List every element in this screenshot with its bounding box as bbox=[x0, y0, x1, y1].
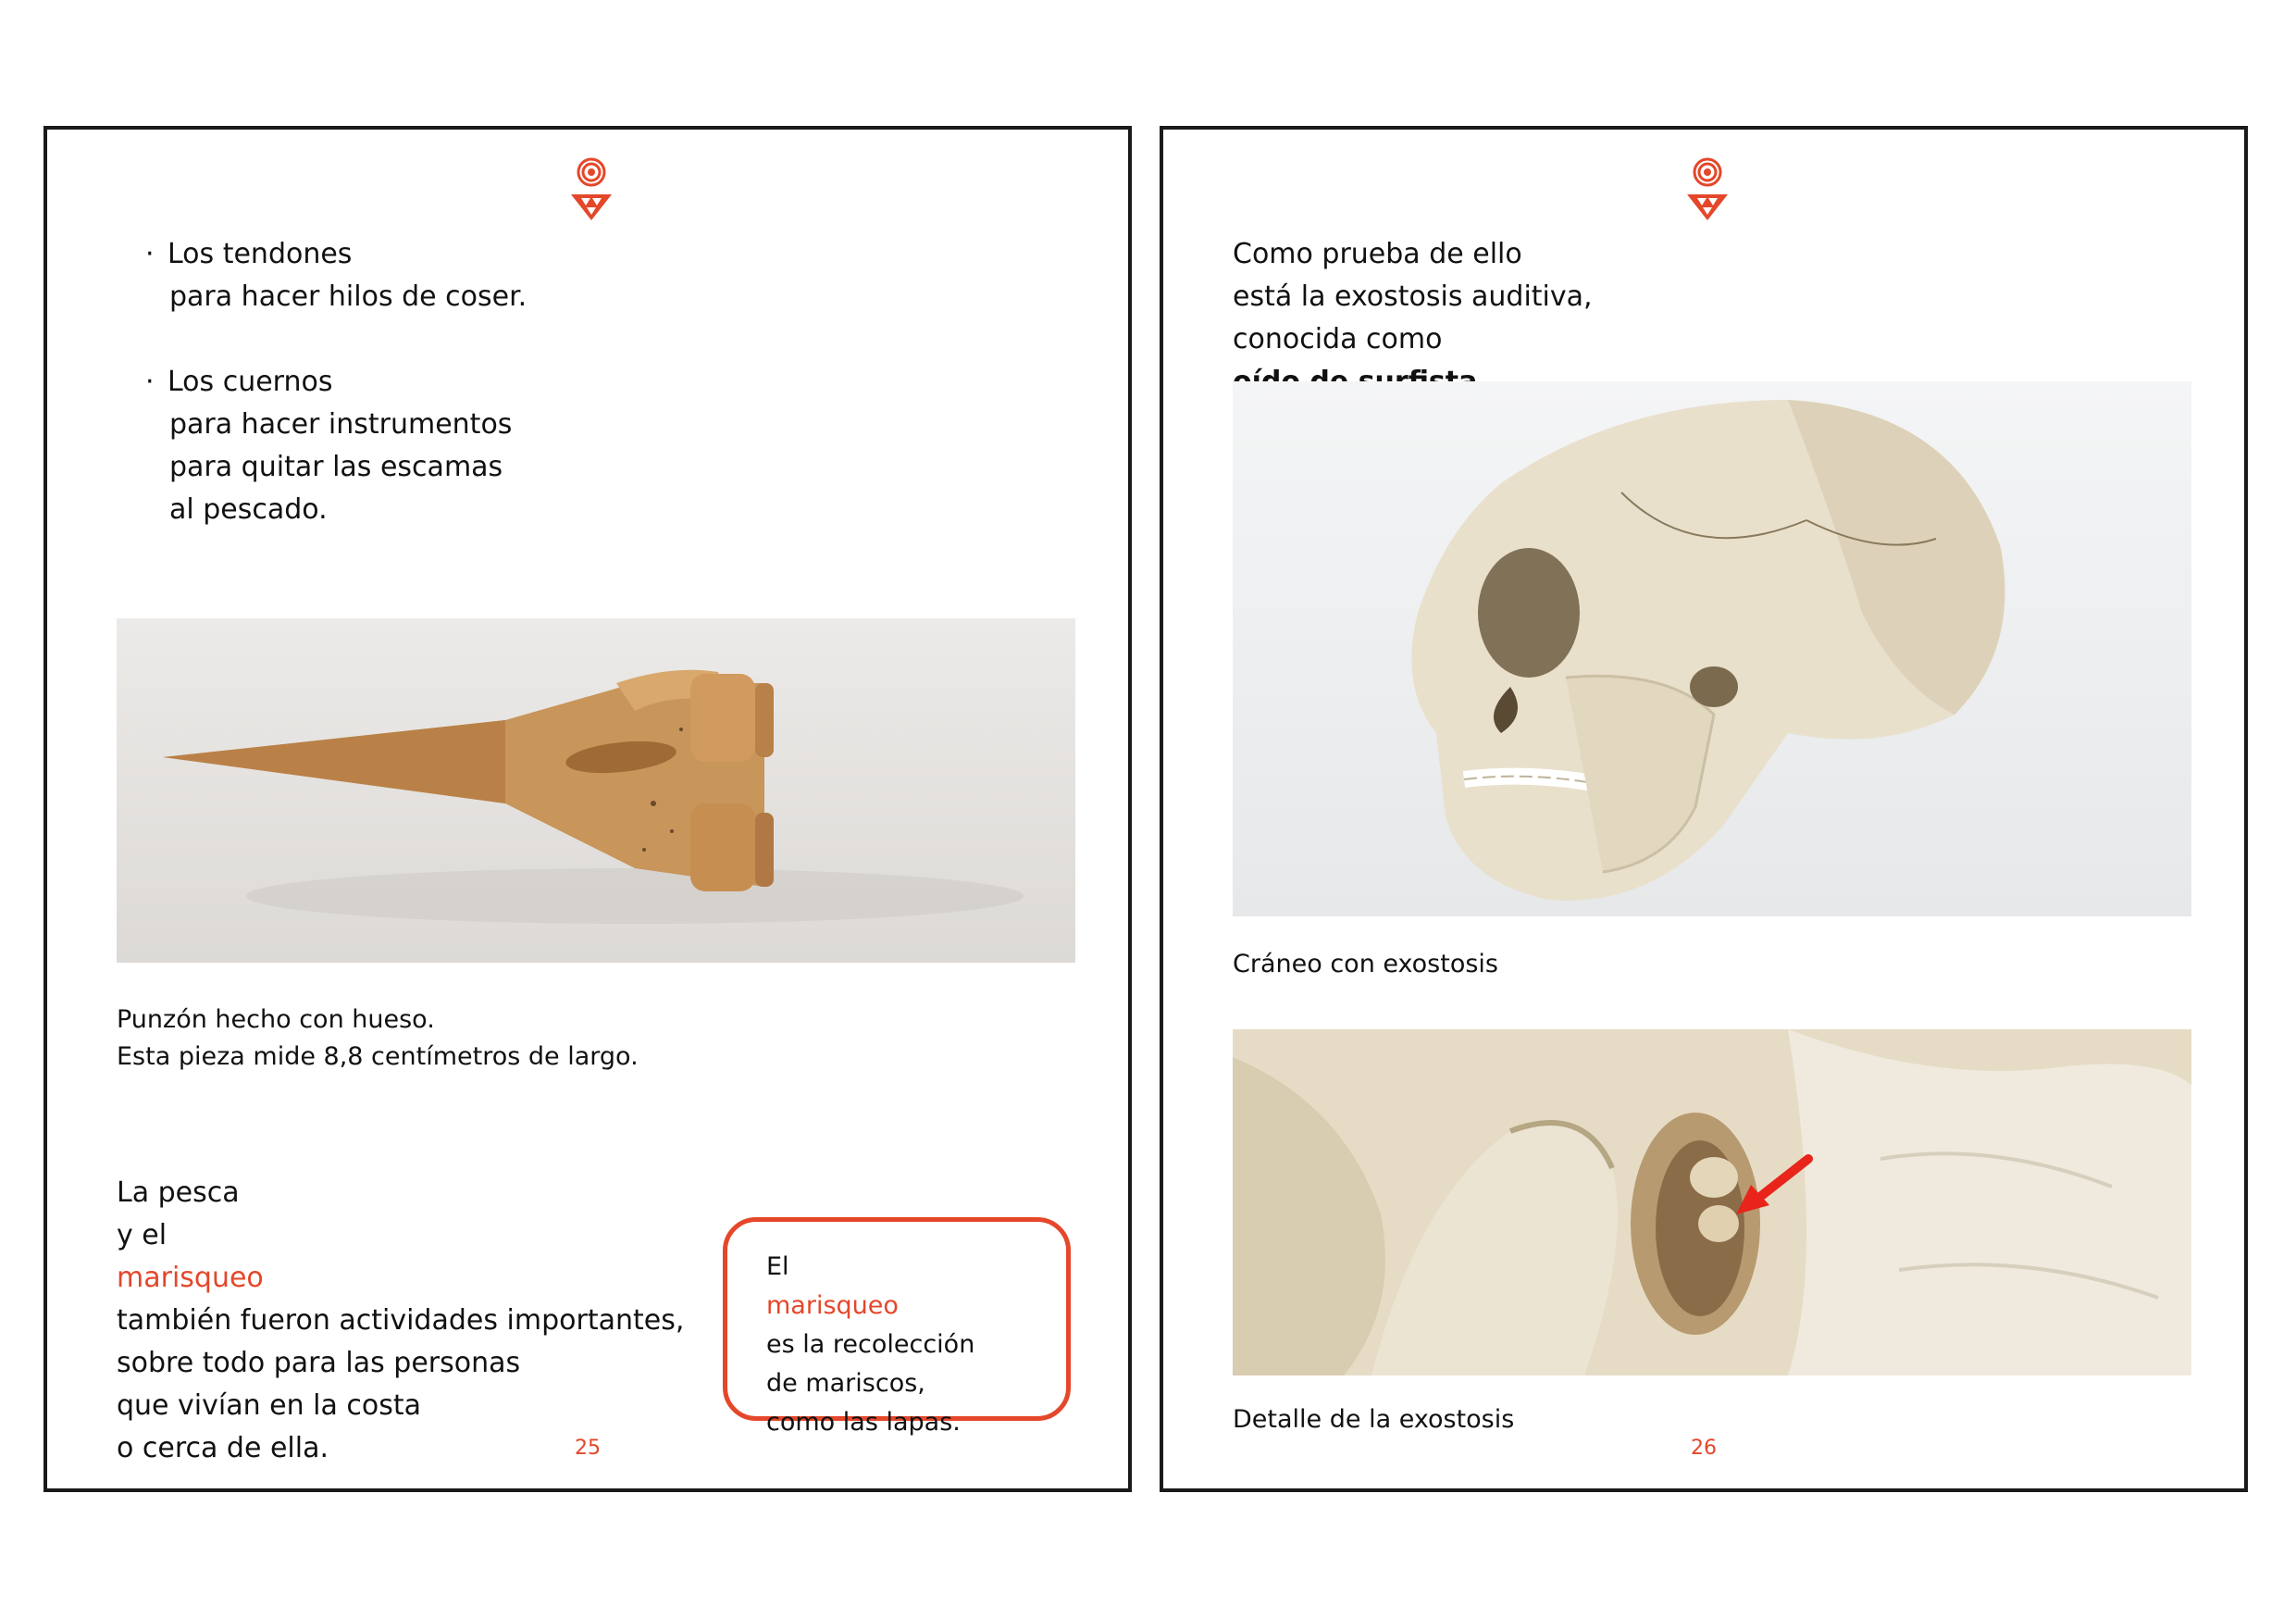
list-item-line: para hacer instrumentos bbox=[169, 408, 513, 441]
callout-line: es la recolección bbox=[766, 1330, 975, 1359]
bullet-dot: · bbox=[145, 238, 155, 270]
paragraph-text: conocida como bbox=[1233, 323, 1443, 355]
skull-side-view-photo bbox=[1233, 381, 2191, 916]
callout-line: de mariscos, bbox=[766, 1369, 925, 1398]
highlighted-term: marisqueo bbox=[766, 1291, 899, 1320]
paragraph-line: está la exostosis auditiva, bbox=[1233, 280, 1593, 313]
list-item-line: al pescado. bbox=[169, 493, 328, 526]
list-item-line: Los cuernos bbox=[168, 366, 333, 398]
paragraph-line: Como prueba de ello bbox=[1233, 238, 1522, 270]
page-number: 26 bbox=[1691, 1437, 1717, 1460]
photo-caption: Detalle de la exostosis bbox=[1233, 1405, 1515, 1434]
ear-canal-exostosis-closeup-photo bbox=[1233, 1029, 2191, 1375]
page-number: 25 bbox=[575, 1437, 601, 1460]
caption-line: Esta pieza mide 8,8 centímetros de largo. bbox=[117, 1042, 639, 1071]
spiral-triangle-emblem-icon bbox=[567, 157, 615, 224]
caption-line: Punzón hecho con hueso. bbox=[117, 1005, 435, 1034]
list-item bbox=[145, 233, 527, 318]
list-item-line: Los tendones bbox=[168, 238, 353, 270]
bullet-dot: · bbox=[145, 366, 155, 398]
paragraph-line: o cerca de ella. bbox=[117, 1432, 329, 1464]
photo-caption bbox=[117, 1002, 639, 1076]
callout-line: como las lapas. bbox=[766, 1408, 961, 1437]
highlighted-term: marisqueo bbox=[117, 1262, 264, 1294]
list-item-line: para quitar las escamas bbox=[169, 451, 503, 483]
page-right bbox=[1160, 126, 2248, 1492]
paragraph-line: sobre todo para las personas bbox=[117, 1347, 521, 1379]
callout-line bbox=[766, 1248, 1066, 1326]
list-item bbox=[145, 361, 527, 531]
paragraph-line: La pesca bbox=[117, 1176, 240, 1209]
paragraph-line bbox=[117, 1214, 684, 1300]
photo-caption: Cráneo con exostosis bbox=[1233, 950, 1498, 978]
definition-callout bbox=[723, 1217, 1071, 1437]
fishing-paragraph bbox=[117, 1172, 684, 1470]
paragraph-line: que vivían en la costa bbox=[117, 1389, 422, 1422]
paragraph-line: también fueron actividades importantes, bbox=[117, 1304, 685, 1337]
spiral-triangle-emblem-icon bbox=[1683, 157, 1731, 224]
list-item-line: para hacer hilos de coser. bbox=[169, 280, 527, 313]
callout-text: El bbox=[766, 1252, 789, 1281]
page-left bbox=[43, 126, 1132, 1492]
uses-bullet-list bbox=[145, 233, 527, 574]
bone-awl-photo bbox=[117, 618, 1075, 963]
paragraph-text: y el bbox=[117, 1219, 168, 1251]
